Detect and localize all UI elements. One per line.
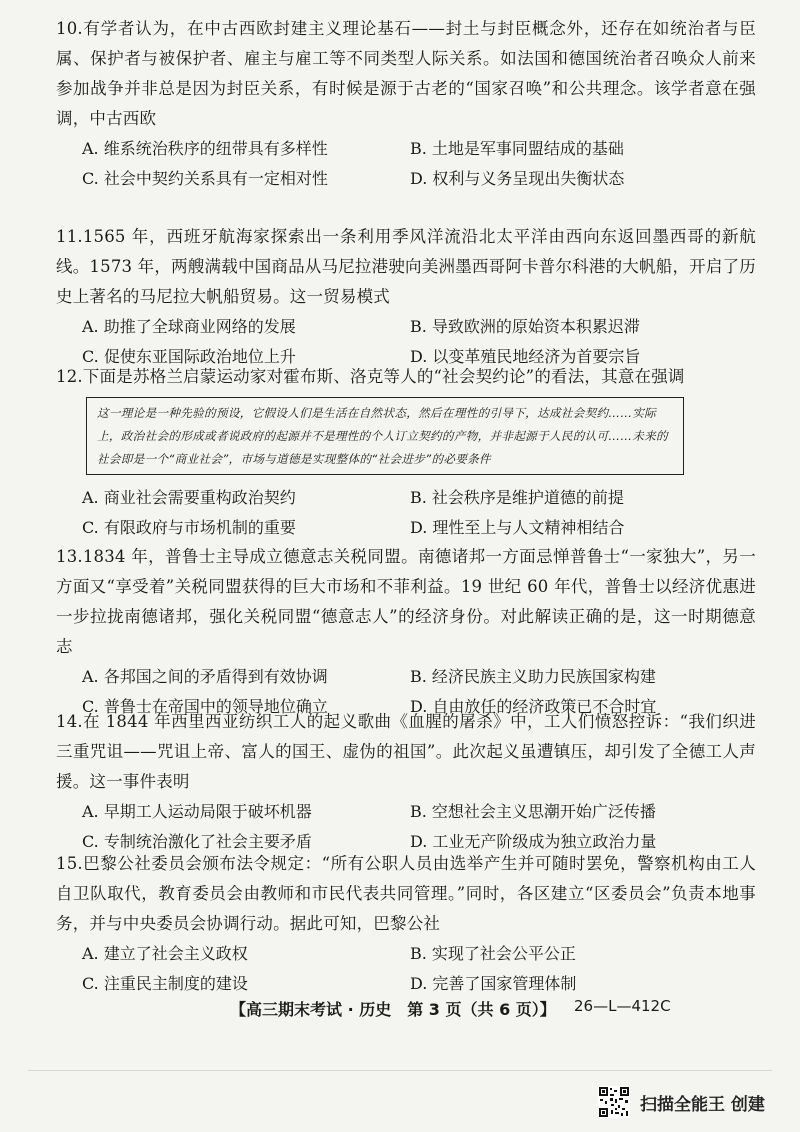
page-footer <box>0 997 800 1027</box>
option-b: B. 实现了社会公平公正 <box>410 944 576 963</box>
question-number: 12. <box>56 367 83 386</box>
question-number: 15. <box>56 854 83 873</box>
question-15 <box>56 849 756 999</box>
scanner-watermark <box>598 1085 765 1119</box>
option-c: C. 专制统治激化了社会主要矛盾 <box>82 832 312 851</box>
option-a: A. 商业社会需要重构政治契约 <box>82 488 296 507</box>
question-number: 13. <box>56 547 83 566</box>
option-a: A. 各邦国之间的矛盾得到有效协调 <box>82 667 328 686</box>
footer-code: 26—L—412C <box>574 997 671 1015</box>
option-d: D. 工业无产阶级成为独立政治力量 <box>410 832 657 851</box>
question-12-options <box>56 483 756 543</box>
question-stem: 巴黎公社委员会颁布法令规定：“所有公职人员由选举产生并可随时罢免，警察机构由工人自卫队取代，教育委员会由教师和市民代表共同管理。”同时，各区建立“区委员会”负责本地事务，并与中央委员会协调行动。据此可知，巴黎公社 <box>56 854 756 933</box>
option-b: B. 经济民族主义助力民族国家构建 <box>410 667 656 686</box>
option-a: A. 助推了全球商业网络的发展 <box>82 317 296 336</box>
option-b: B. 土地是军事同盟结成的基础 <box>410 139 624 158</box>
qr-code-icon <box>598 1086 630 1118</box>
options <box>82 483 762 543</box>
watermark-text: 扫描全能王 创建 <box>640 1094 765 1115</box>
option-d: D. 理性至上与人文精神相结合 <box>410 518 625 537</box>
option-d: D. 自由放任的经济政策已不合时宜 <box>410 697 657 716</box>
option-d: D. 以变革殖民地经济为首要宗旨 <box>410 347 641 366</box>
option-c: C. 社会中契约关系具有一定相对性 <box>82 169 328 188</box>
option-a: A. 建立了社会主义政权 <box>82 944 248 963</box>
option-b: B. 社会秩序是维护道德的前提 <box>410 488 624 507</box>
question-14 <box>56 707 756 857</box>
question-13 <box>56 542 756 722</box>
question-number: 14. <box>56 712 83 731</box>
option-c: C. 普鲁士在帝国中的领导地位确立 <box>82 697 328 716</box>
question-10 <box>56 14 756 194</box>
footer-title: 【高三期末考试 · 历史 第 3 页（共 6 页）】 <box>230 1000 556 1019</box>
question-stem: 下面是苏格兰启蒙运动家对霍布斯、洛克等人的“社会契约论”的看法，其意在强调 <box>82 367 685 386</box>
option-c: C. 有限政府与市场机制的重要 <box>82 518 296 537</box>
divider <box>28 1070 772 1071</box>
option-a: A. 维系统治秩序的纽带具有多样性 <box>82 139 328 158</box>
quote-box: 这一理论是一种先验的预设，它假设人们是生活在自然状态，然后在理性的引导下，达成社会契约……实际上，政治社会的形成或者说政府的起源并不是理性的个人订立契约的产物，并非起源于人民的认可……未来的社会即是一个“商业社会”，市场与道德是实现整体的“社会进步”的必要条件 <box>86 397 684 475</box>
question-stem: 在 1844 年西里西亚纺织工人的起义歌曲《血腥的屠杀》中，工人们愤怒控诉：“我们织进三重咒诅——咒诅上帝、富人的国王、虚伪的祖国”。此次起义虽遭镇压，却引发了全德工人声援。这一事件表明 <box>56 712 756 791</box>
option-b: B. 导致欧洲的原始资本积累迟滞 <box>410 317 640 336</box>
question-number: 11. <box>56 227 83 246</box>
options <box>82 939 762 999</box>
question-12 <box>56 362 756 392</box>
options <box>82 134 762 194</box>
options <box>82 797 762 857</box>
question-stem: 有学者认为，在中古西欧封建主义理论基石——封土与封臣概念外，还存在如统治者与臣属、保护者与被保护者、雇主与雇工等不同类型人际关系。如法国和德国统治者召唤众人前来参加战争并非总是因为封臣关系，有时候是源于古老的“国家召唤”和公共理念。该学者意在强调，中古西欧 <box>56 19 756 128</box>
question-stem: 1565 年，西班牙航海家探索出一条利用季风洋流沿北太平洋由西向东返回墨西哥的新航线。1573 年，两艘满载中国商品从马尼拉港驶向美洲墨西哥阿卡普尔科港的大帆船，开启了历史上著名的马尼拉大帆船贸易。这一贸易模式 <box>56 227 756 306</box>
option-b: B. 空想社会主义思潮开始广泛传播 <box>410 802 656 821</box>
question-11 <box>56 222 756 372</box>
option-d: D. 完善了国家管理体制 <box>410 974 577 993</box>
option-a: A. 早期工人运动局限于破坏机器 <box>82 802 312 821</box>
question-number: 10. <box>56 19 83 38</box>
option-c: C. 注重民主制度的建设 <box>82 974 248 993</box>
question-stem: 1834 年，普鲁士主导成立德意志关税同盟。南德诸邦一方面忌惮普鲁士“一家独大”，另一方面又“享受着”关税同盟获得的巨大市场和不菲利益。19 世纪 60 年代，普鲁士以经济优惠进一步拉拢南德诸邦，强化关税同盟“德意志人”的经济身份。对此解读正确的是，这一时期德意志 <box>56 547 756 656</box>
option-c: C. 促使东亚国际政治地位上升 <box>82 347 296 366</box>
option-d: D. 权利与义务呈现出失衡状态 <box>410 169 625 188</box>
